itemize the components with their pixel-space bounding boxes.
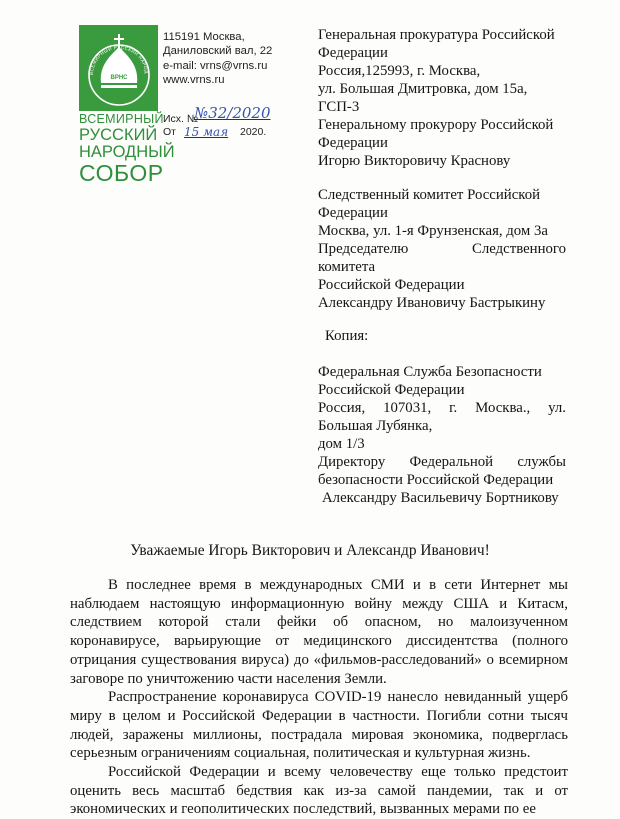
recipient-line: Александру Ивановичу Бастрыкину <box>318 295 546 311</box>
recipient-line: Россия, 107031, г. Москва., ул. <box>318 400 566 416</box>
recipient-line: безопасности Российской Федерации <box>318 472 554 488</box>
org-name-line: ВСЕМИРНЫЙ <box>79 112 164 126</box>
recipient-line: ул. Большая Дмитровка, дом 15а, <box>318 81 528 97</box>
org-name-line: НАРОДНЫЙ <box>79 143 175 161</box>
website-text: www.vrns.ru <box>163 73 225 86</box>
org-name <box>79 113 175 185</box>
outgoing-reference <box>163 104 271 139</box>
body-paragraph: Российской Федерации и всему человечеству еще только предстоит оценить весь масштаб бедствия как из-за самой пандемии, так и от экономических и геополитических последствий, вызванных мерами по ее <box>70 764 568 818</box>
copy-label: Копия: <box>325 328 369 344</box>
recipient-line: Александру Васильевичу Бортникову <box>322 490 559 506</box>
outgoing-number-label: Исх. № <box>163 113 199 125</box>
street-address: Даниловский вал, 22 <box>163 45 273 58</box>
recipient-line: Федерации <box>318 205 388 221</box>
recipient-line: Федеральная Служба Безопасности <box>318 364 542 380</box>
outgoing-date-label: От <box>163 126 176 138</box>
recipient-line: Российской Федерации <box>318 277 465 293</box>
recipient-line: Директору Федеральной службы <box>318 454 566 470</box>
postal-address: 115191 Москва, <box>163 31 245 43</box>
recipient-line: Федерации <box>318 45 388 61</box>
logo-abbrev: ВРНС <box>110 75 128 81</box>
org-name-line: РУССКИЙ <box>79 125 158 144</box>
letter-body <box>70 576 568 819</box>
recipient-line: Москва, ул. 1-я Фрунзенская, дом 3а <box>318 223 548 239</box>
recipient-block-prosecutor <box>318 26 566 170</box>
recipient-line: Следственный комитет Российской <box>318 187 541 203</box>
org-contacts <box>163 30 272 87</box>
recipient-block-fsb <box>318 363 566 507</box>
logo-arc-text: ВСЕМИРНЫЙ РУССКИЙ НАРОД <box>88 44 149 76</box>
recipient-line: Генеральному прокурору Российской <box>318 117 554 133</box>
recipient-line: Игорю Викторовичу Краснову <box>318 153 511 169</box>
recipient-line: Генеральная прокуратура Российской <box>318 27 555 43</box>
vrns-logo <box>79 25 158 111</box>
letter-salutation: Уважаемые Игорь Викторович и Александр Иванович! <box>130 542 490 559</box>
cathedral-dome-icon <box>79 25 158 111</box>
recipient-line: дом 1/3 <box>318 436 365 452</box>
recipient-line: ГСП-3 <box>318 99 360 115</box>
body-paragraph: Распространение коронавируса COVID-19 нанесло невиданный ущерб миру в целом и Российской Федерации в частности. Погибли сотни тысяч людей, заражены миллионы, пострадала мировая экономика, подверглась серьезным ограничениям социальная, политическая и культурная жизнь. <box>70 689 568 762</box>
recipient-line: Россия,125993, г. Москва, <box>318 63 481 79</box>
org-name-line: СОБОР <box>79 159 164 186</box>
body-paragraph: В последнее время в международных СМИ и в сети Интернет мы наблюдаем настоящую информационную войну между США и Китасм, следствием которой стали фейки об опасном, но малоизученном коронавирусе, варьирующие от медицинского диссидентства (полного отрицания существования вируса) до «фильмов-расследований» о всемирном заговоре по уничтожению части населения Земли. <box>70 577 568 687</box>
handwritten-number: №32/2020 <box>194 104 271 122</box>
email-text: e-mail: vrns@vrns.ru <box>163 59 268 72</box>
outgoing-year: 2020. <box>240 126 267 138</box>
recipient-line: Федерации <box>318 135 388 151</box>
recipient-line: Председателю Следственного <box>318 241 566 257</box>
recipient-line: Российской Федерации <box>318 382 465 398</box>
recipient-line: Большая Лубянка, <box>318 418 433 434</box>
handwritten-date: 15 мая <box>184 125 229 139</box>
recipient-block-investigative-committee <box>318 186 566 312</box>
recipient-line: комитета <box>318 259 376 275</box>
